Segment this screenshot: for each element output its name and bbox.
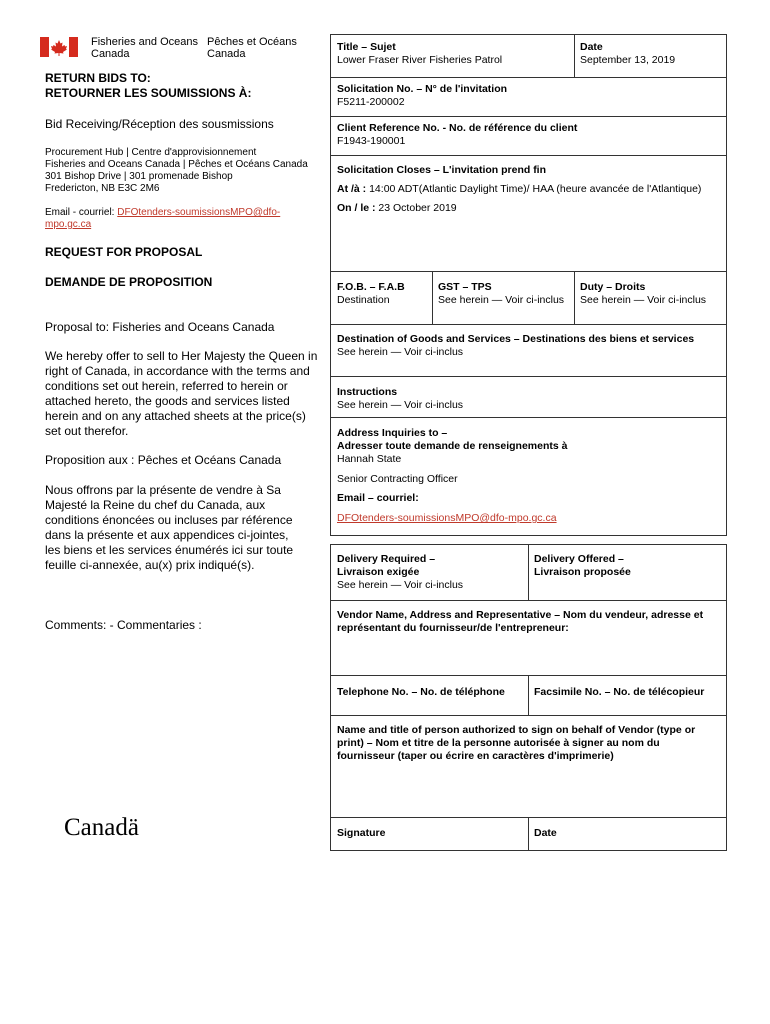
- title-cell: [331, 36, 574, 72]
- date-cell: [574, 36, 726, 72]
- return-bids-fr: RETOURNER LES SOUMISSIONS À:: [45, 86, 252, 100]
- inquiries-label: Address Inquiries to –: [337, 427, 448, 439]
- solicitation-value: F5211-200002: [337, 96, 405, 108]
- org-fr-line2: Canada: [207, 48, 246, 60]
- title-value: Lower Fraser River Fisheries Patrol: [337, 54, 503, 66]
- authorized-person-field[interactable]: Name and title of person authorized to sign on behalf of Vendor (type or print) – Nom et titre de la personne autorisée à signer au nom du fournisseur (taper ou écrire en caractères d'imprimerie): [337, 724, 696, 762]
- closes-at: [337, 183, 720, 196]
- date-value: September 13, 2019: [580, 54, 676, 66]
- delivery-offered-label2: Livraison proposée: [534, 566, 631, 578]
- left-email: [45, 207, 290, 231]
- delivery-required-label2: Livraison exigée: [337, 566, 420, 578]
- delivery-required-label: Delivery Required –: [337, 553, 436, 565]
- instructions-label: Instructions: [337, 386, 398, 398]
- inquiries-email-label: Email – courriel:: [337, 492, 419, 504]
- title-label: Title – Sujet: [337, 41, 396, 53]
- rfp-en: REQUEST FOR PROPOSAL: [45, 245, 203, 259]
- org-en-line1: Fisheries and Oceans: [91, 36, 198, 48]
- proposal-to-en: Proposal to: Fisheries and Oceans Canada: [45, 320, 275, 334]
- org-en-line2: Canada: [91, 48, 130, 60]
- client-ref-value: F1943-190001: [337, 135, 406, 147]
- closes-on: [337, 202, 720, 215]
- duty-label: Duty – Droits: [580, 281, 646, 293]
- address-line4: Fredericton, NB E3C 2M6: [45, 183, 160, 194]
- duty-value: See herein — Voir ci-inclus: [580, 294, 707, 306]
- offer-text-fr: Nous offrons par la présente de vendre à Sa Majesté la Reine du chef du Canada, aux conditions énoncées ou incluses par référence dans la présente et aux appendices ci-jointes, les biens et les services énumérés ici sur toute feuille ci-annexée, au(x) prix indiqué(s).: [45, 483, 294, 572]
- delivery-required-cell: [331, 548, 528, 597]
- delivery-required-value: See herein — Voir ci-inclus: [337, 579, 464, 591]
- solicitation-cell: [331, 78, 726, 114]
- canada-flag-icon: [40, 37, 78, 57]
- on-label: On / le :: [337, 202, 379, 214]
- inquiries-label2: Adresser toute demande de renseignements à: [337, 440, 568, 452]
- inquiries-name: Hannah State: [337, 453, 402, 465]
- left-email-label: Email - courriel:: [45, 207, 118, 218]
- org-name-fr: [207, 36, 297, 60]
- facsimile-field[interactable]: Facsimile No. – No. de télécopieur: [534, 686, 705, 698]
- gst-label: GST – TPS: [438, 281, 492, 293]
- destination-label: Destination of Goods and Services – Destinations des biens et services: [337, 333, 695, 345]
- delivery-offered-cell[interactable]: [528, 548, 726, 584]
- comments-label: Comments: - Commentaries :: [45, 618, 202, 632]
- fob-value: Destination: [337, 294, 390, 306]
- on-value: 23 October 2019: [378, 202, 457, 214]
- mailing-address: [45, 147, 325, 195]
- solicitation-info-block: [330, 34, 727, 272]
- address-line2: Fisheries and Oceans Canada | Pêches et Océans Canada: [45, 159, 308, 170]
- gst-cell: [432, 276, 574, 312]
- duty-cell: [574, 276, 726, 312]
- signature-date-field[interactable]: Date: [534, 827, 557, 839]
- closes-cell: [331, 159, 726, 220]
- instructions-value: See herein — Voir ci-inclus: [337, 399, 464, 411]
- address-line1: Procurement Hub | Centre d'approvisionnement: [45, 147, 257, 158]
- fob-label: F.O.B. – F.A.B: [337, 281, 405, 293]
- return-bids-heading: [45, 71, 251, 101]
- destination-cell: [331, 328, 701, 364]
- org-name-en: [91, 36, 198, 60]
- client-ref-label: Client Reference No. - No. de référence du client: [337, 122, 578, 134]
- destination-value: See herein — Voir ci-inclus: [337, 346, 464, 358]
- inquiries-cell: [331, 422, 726, 530]
- bid-receiving: Bid Receiving/Réception des sousmissions: [45, 117, 274, 131]
- client-ref-cell: [331, 117, 726, 153]
- org-fr-line1: Pêches et Océans: [207, 36, 297, 48]
- left-email-link[interactable]: DFOtenders-soumissionsMPO@dfo-mpo.gc.ca: [45, 207, 281, 230]
- solicitation-label: Solicitation No. – N° de l'invitation: [337, 83, 508, 95]
- proposal-to-fr: Proposition aux : Pêches et Océans Canada: [45, 453, 282, 467]
- date-label: Date: [580, 41, 603, 53]
- rfp-fr: DEMANDE DE PROPOSITION: [45, 275, 213, 289]
- fob-cell: [331, 276, 432, 312]
- vendor-block: [330, 544, 727, 851]
- closes-label: Solicitation Closes – L'invitation prend fin: [337, 164, 547, 176]
- address-line3: 301 Bishop Drive | 301 promenade Bishop: [45, 171, 233, 182]
- vendor-field[interactable]: Vendor Name, Address and Representative – Nom du vendeur, adresse et représentant du fournisseur/de l'entrepreneur:: [337, 609, 704, 634]
- telephone-field[interactable]: Telephone No. – No. de téléphone: [337, 686, 505, 698]
- signature-field[interactable]: Signature: [337, 827, 386, 839]
- return-bids-en: RETURN BIDS TO:: [45, 71, 151, 85]
- instructions-cell: [331, 381, 726, 417]
- inquiries-email-link[interactable]: DFOtenders-soumissionsMPO@dfo-mpo.gc.ca: [337, 512, 557, 524]
- offer-text-en: We hereby offer to sell to Her Majesty the Queen in right of Canada, in accordance with the terms and conditions set out herein, referred to herein or attached hereto, the goods and services listed herein and on any attached sheets at the price(s) set out therefor.: [45, 349, 318, 438]
- at-value: 14:00 ADT(Atlantic Daylight Time)/ HAA (heure avancée de l'Atlantique): [369, 183, 702, 195]
- inquiries-title: Senior Contracting Officer: [337, 473, 458, 485]
- gst-value: See herein — Voir ci-inclus: [438, 294, 565, 306]
- terms-block: [330, 271, 727, 536]
- at-label: At /à :: [337, 183, 370, 195]
- canada-wordmark: Canadä: [64, 814, 139, 841]
- delivery-offered-label: Delivery Offered –: [534, 553, 624, 565]
